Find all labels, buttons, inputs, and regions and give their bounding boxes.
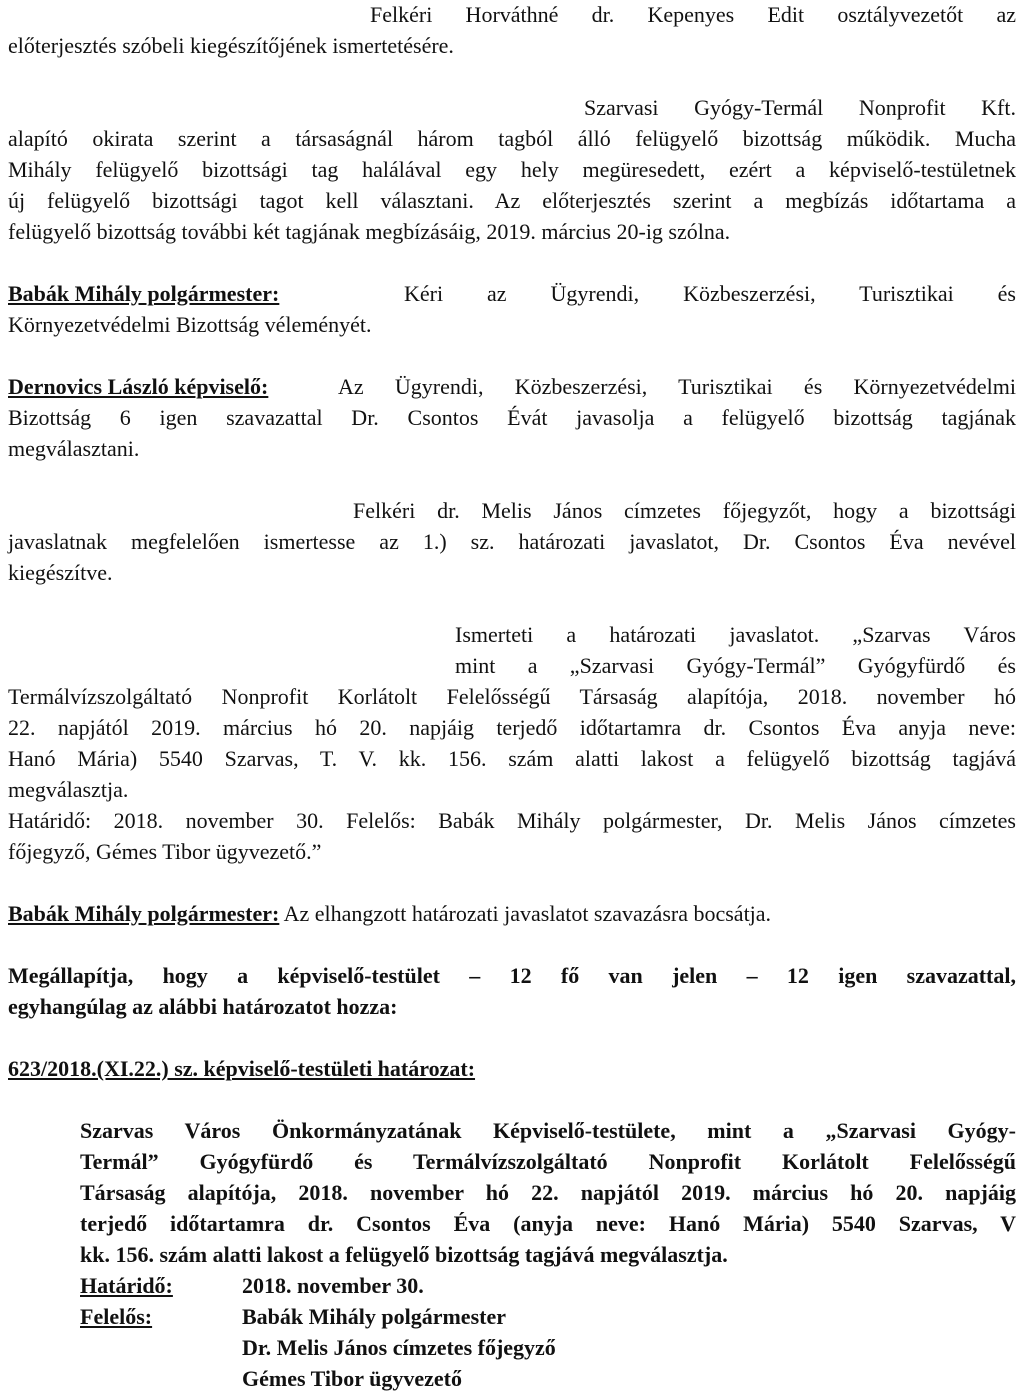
para-5-line-1: Felkéri dr. Melis János címzetes főjegyzőt, hogy a bizottsági <box>353 498 1016 523</box>
para-6-line-3: Termálvízszolgáltató Nonprofit Korlátolt Felelősségű Társaság alapítója, 2018. november hó <box>8 684 1016 709</box>
deadline-value: 2018. november 30. <box>242 1273 424 1298</box>
para-2-line-3: Mihály felügyelő bizottsági tag halálával egy hely megüresedett, ezért a képviselő-testületnek <box>8 157 1016 182</box>
para-7-text: Az elhangzott határozati javaslatot szavazásra bocsátja. <box>283 901 772 926</box>
para-2-line-2: alapító okirata szerint a társaságnál három tagból álló felügyelő bizottság működik. Mucha <box>8 126 1016 151</box>
para-7 <box>8 899 771 929</box>
para-3-line-1: Kéri az Ügyrendi, Közbeszerzési, Turisztikai és <box>404 281 1016 306</box>
resolution-title: 623/2018.(XI.22.) sz. képviselő-testületi határozat: <box>8 1056 476 1081</box>
para-1-line-1: Felkéri Horváthné dr. Kepenyes Edit osztályvezetőt az <box>370 2 1016 27</box>
para-8-line-1: Megállapítja, hogy a képviselő-testület – 12 fő van jelen – 12 igen szavazattal, <box>8 963 1016 988</box>
para-6-line-4: 22. napjától 2019. március hó 20. napjáig terjedő időtartamra dr. Csontos Éva anyja neve: <box>8 715 1016 740</box>
para-6-line-1: Ismerteti a határozati javaslatot. „Szarvas Város <box>455 622 1016 647</box>
para-6-line-5: Hanó Mária) 5540 Szarvas, T. V. kk. 156. szám alatti lakost a felügyelő bizottság tagjává <box>8 746 1016 771</box>
para-4-line-3: megválasztani. <box>8 436 140 461</box>
para-1-line-2: előterjesztés szóbeli kiegészítőjének ismertetésére. <box>8 33 454 58</box>
resolution-line-2: Termál” Gyógyfürdő és Termálvízszolgáltató Nonprofit Korlátolt Felelősségű <box>80 1149 1016 1174</box>
para-5-line-2: javaslatnak megfelelően ismertesse az 1.) sz. határozati javaslatot, Dr. Csontos Éva nevével <box>8 529 1016 554</box>
para-2-line-5: felügyelő bizottság további két tagjának megbízásáig, 2019. március 20-ig szólna. <box>8 219 731 244</box>
para-2-line-1: Szarvasi Gyógy-Termál Nonprofit Kft. <box>584 95 1016 120</box>
para-6-line-2: mint a „Szarvasi Gyógy-Termál” Gyógyfürdő és <box>455 653 1016 678</box>
speaker-dernovics: Dernovics László képviselő: <box>8 374 269 399</box>
resolution-line-3: Társaság alapítója, 2018. november hó 22. napjától 2019. március hó 20. napjáig <box>80 1180 1016 1205</box>
para-8-line-2: egyhangúlag az alábbi határozatot hozza: <box>8 994 398 1019</box>
speaker-babak-1: Babák Mihály polgármester: <box>8 281 280 306</box>
resolution-line-4: terjedő időtartamra dr. Csontos Éva (anyja neve: Hanó Mária) 5540 Szarvas, V <box>80 1211 1016 1236</box>
para-6-line-8: főjegyző, Gémes Tibor ügyvezető.” <box>8 839 322 864</box>
para-3-line-2: Környezetvédelmi Bizottság véleményét. <box>8 312 372 337</box>
para-6-line-6: megválasztja. <box>8 777 129 802</box>
para-6-line-7: Határidő: 2018. november 30. Felelős: Babák Mihály polgármester, Dr. Melis János címzetes <box>8 808 1016 833</box>
resolution-line-5: kk. 156. szám alatti lakost a felügyelő bizottság tagjává megválasztja. <box>80 1242 728 1267</box>
responsible-2: Dr. Melis János címzetes főjegyző <box>242 1335 556 1360</box>
responsible-3: Gémes Tibor ügyvezető <box>242 1366 462 1391</box>
para-5-line-3: kiegészítve. <box>8 560 113 585</box>
speaker-babak-2: Babák Mihály polgármester: <box>8 901 280 926</box>
responsible-label: Felelős: <box>80 1304 153 1329</box>
deadline-label: Határidő: <box>80 1273 173 1298</box>
para-4-line-1: Az Ügyrendi, Közbeszerzési, Turisztikai és Környezetvédelmi <box>338 374 1016 399</box>
resolution-line-1: Szarvas Város Önkormányzatának Képviselő-testülete, mint a „Szarvasi Gyógy- <box>80 1118 1016 1143</box>
responsible-1: Babák Mihály polgármester <box>242 1304 506 1329</box>
para-4-line-2: Bizottság 6 igen szavazattal Dr. Csontos Évát javasolja a felügyelő bizottság tagjának <box>8 405 1016 430</box>
para-2-line-4: új felügyelő bizottsági tagot kell választani. Az előterjesztés szerint a megbízás időtartama a <box>8 188 1016 213</box>
